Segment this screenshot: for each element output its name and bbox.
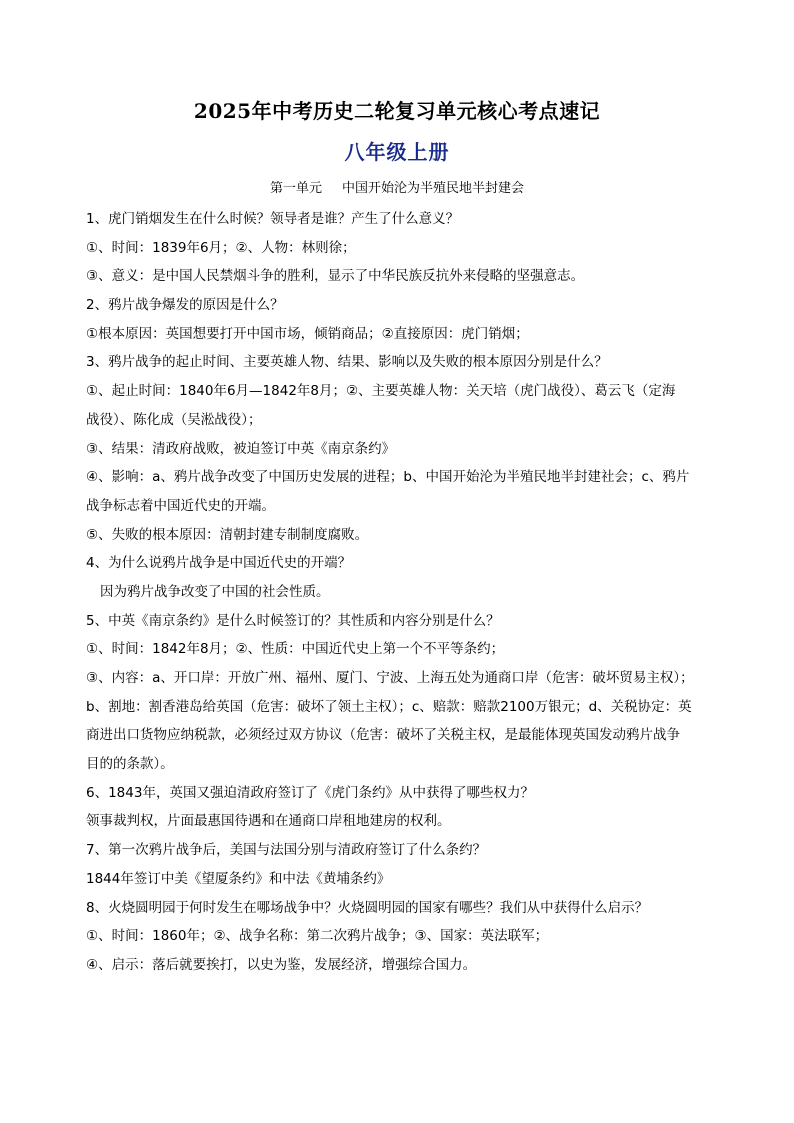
answer-line: ①、起止时间：1840年6月—1842年8月；②、主要英雄人物：关天培（虎门战役）、葛云飞（定海: [86, 383, 676, 400]
question-line: 7、第一次鸦片战争后，美国与法国分别与清政府签订了什么条约？: [86, 842, 487, 859]
question-line: 3、鸦片战争的起止时间、主要英雄人物、结果、影响以及失败的根本原因分别是什么？: [86, 354, 608, 371]
answer-line: ⑤、失败的根本原因：清朝封建专制制度腐败。: [86, 526, 369, 543]
answer-line: ①、时间：1842年8月；②、性质：中国近代史上第一个不平等条约；: [86, 641, 505, 658]
content-body: [86, 205, 726, 980]
answer-line: ①、时间：1839年6月；②、人物：林则徐；: [86, 239, 356, 256]
answer-line: ①根本原因：英国想要打开中国市场，倾销商品；②直接原因：虎门销烟；: [86, 325, 529, 342]
answer-line: ③、内容：a、开口岸：开放广州、福州、厦门、宁波、上海五处为通商口岸（危害：破坏贸易主权）；: [86, 670, 694, 686]
answer-line: ③、意义：是中国人民禁烟斗争的胜利，显示了中华民族反抗外来侵略的坚强意志。: [86, 268, 585, 285]
question-line: 6、1843年，英国又强迫清政府签订了《虎门条约》从中获得了哪些权力？: [86, 784, 534, 801]
answer-line: 目的的条款）。: [86, 756, 174, 773]
question-line: 2、鸦片战争爆发的原因是什么？: [86, 297, 284, 314]
unit-number: 第一单元: [269, 181, 322, 196]
unit-name: 中国开始沦为半殖民地半封建会: [342, 181, 525, 196]
answer-line: ③、结果：清政府战败，被迫签订中英《南京条约》: [86, 440, 396, 457]
answer-line: 1844年签订中美《望厦条约》和中法《黄埔条约》: [86, 870, 391, 887]
question-line: 8、火烧圆明园于何时发生在哪场战争中？火烧圆明园的国家有哪些？我们从中获得什么启示？: [86, 899, 649, 916]
document-title: 2025年中考历史二轮复习单元核心考点速记: [193, 99, 601, 123]
answer-line: 领事裁判权，片面最惠国待遇和在通商口岸租地建房的权利。: [86, 813, 451, 830]
answer-line: 商进出口货物应纳税款，必须经过双方协议（危害：破坏了关税主权，是最能体现英国发动鸦片战争: [86, 727, 680, 744]
answer-line: b、割地：割香港岛给英国（危害：破坏了领土主权）；c、赔款：赔款2100万银元；d、关税协定：英: [86, 698, 692, 715]
question-line: 4、为什么说鸦片战争是中国近代史的开端？: [86, 555, 352, 572]
question-line: 5、中英《南京条约》是什么时候签订的？其性质和内容分别是什么？: [86, 612, 500, 629]
unit-heading: [0, 177, 794, 196]
question-line: 1、虎门销烟发生在什么时候？领导者是谁？产生了什么意义？: [86, 211, 460, 227]
document-subtitle: 八年级上册: [344, 140, 450, 164]
answer-line: ④、启示：落后就要挨打，以史为鉴，发展经济，增强综合国力。: [86, 956, 477, 973]
answer-line: ④、影响：a、鸦片战争改变了中国历史发展的进程；b、中国开始沦为半殖民地半封建社会；c、鸦片: [86, 469, 690, 486]
answer-line: ①、时间：1860年；②、战争名称：第二次鸦片战争；③、国家：英法联军；: [86, 928, 549, 945]
answer-line: 战争标志着中国近代史的开端。: [86, 497, 275, 514]
answer-line: 因为鸦片战争改变了中国的社会性质。: [100, 583, 330, 600]
answer-line: 战役）、陈化成（吴淞战役）；: [86, 411, 262, 428]
